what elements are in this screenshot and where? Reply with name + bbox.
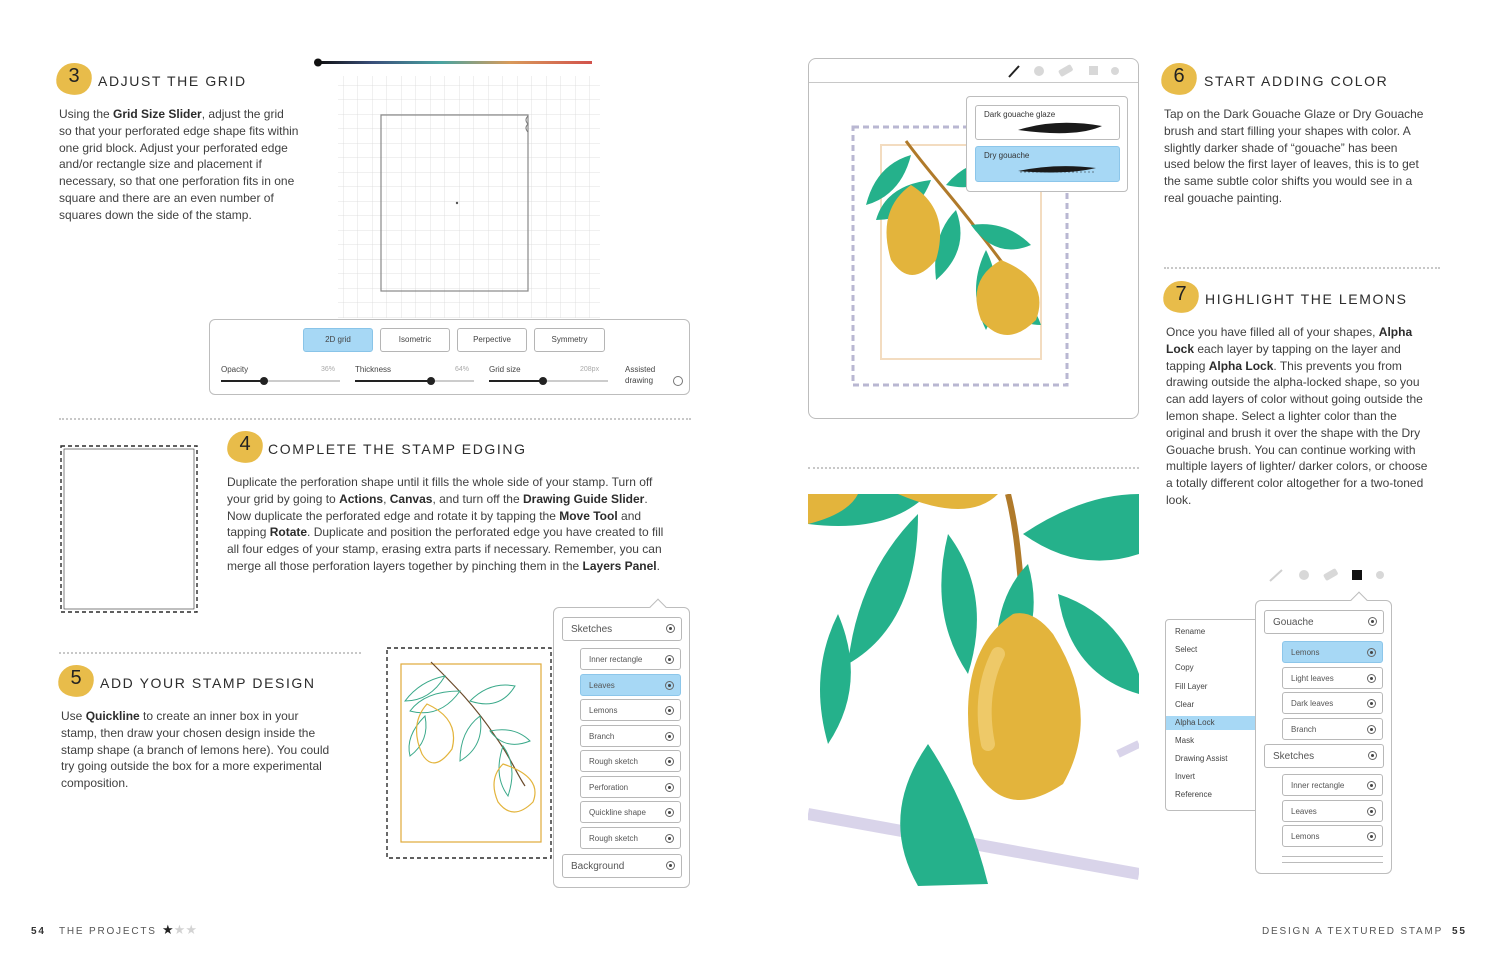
- layer-item[interactable]: Dark leaves: [1282, 692, 1383, 714]
- difficulty-stars: ★★★: [162, 922, 197, 937]
- app-canvas-frame: [808, 58, 1139, 419]
- layers-panel-right: [1255, 600, 1392, 874]
- opacity-slider[interactable]: [221, 380, 340, 382]
- opacity-value: 36%: [321, 366, 336, 373]
- grid-size-value: 208px: [580, 366, 600, 373]
- thickness-slider[interactable]: [355, 380, 474, 382]
- right-page-number: 55: [1452, 926, 1467, 937]
- step-7-badge: 7: [1163, 281, 1199, 313]
- menu-alpha-lock[interactable]: Alpha Lock: [1166, 716, 1260, 730]
- opacity-label: Opacity: [221, 365, 249, 374]
- layer-item[interactable]: Inner rectangle: [580, 648, 681, 670]
- menu-rename[interactable]: Rename: [1175, 627, 1206, 636]
- layer-item[interactable]: Lemons: [1282, 825, 1383, 847]
- grid-size-label: Grid size: [489, 365, 521, 374]
- layer-item[interactable]: Light leaves: [1282, 667, 1383, 689]
- brush-library-panel: [966, 96, 1128, 192]
- layers-icon: [1089, 66, 1098, 75]
- layers-icon: [1352, 570, 1362, 580]
- step-4-badge: 4: [227, 431, 263, 463]
- brush-dark-gouache-glaze[interactable]: Dark gouache glaze: [975, 105, 1120, 140]
- menu-reference[interactable]: Reference: [1175, 790, 1212, 799]
- thickness-label: Thickness: [355, 365, 392, 374]
- divider: [59, 652, 361, 654]
- tab-perspective[interactable]: Perpective: [457, 328, 527, 352]
- layer-group-sketches[interactable]: Sketches: [1264, 744, 1384, 768]
- drawing-guide-panel: [209, 319, 690, 395]
- layer-item[interactable]: Perforation: [580, 776, 681, 798]
- layer-item[interactable]: Branch: [1282, 718, 1383, 740]
- step-7-title: HIGHLIGHT THE LEMONS: [1205, 291, 1408, 307]
- step-6-title: START ADDING COLOR: [1204, 73, 1389, 89]
- tab-symmetry[interactable]: Symmetry: [534, 328, 605, 352]
- eraser-icon: [1323, 568, 1339, 581]
- step-5-title: ADD YOUR STAMP DESIGN: [100, 675, 316, 691]
- brush-icon: [1270, 570, 1282, 581]
- step-7-text: Once you have filled all of your shapes, Alpha Lock each layer by tapping on the layer and tapping Alpha Lock. This prevents you from drawing outside the alpha-locked shape, so you can add layers of color without going outside the lemon shape. Select a lighter color than the original and brush it over the shape with the Dry Gouache brush. You can continue working with multiple layers of lighter/ darker colors, or choose a totally different color altogether for a two-toned look.: [1166, 325, 1428, 507]
- tab-isometric[interactable]: Isometric: [380, 328, 450, 352]
- step-3-badge: 3: [56, 63, 92, 95]
- layer-item[interactable]: Rough sketch: [580, 827, 681, 849]
- menu-drawing-assist[interactable]: Drawing Assist: [1175, 754, 1228, 763]
- layer-item[interactable]: Leaves: [1282, 800, 1383, 822]
- color-icon: [1111, 67, 1119, 75]
- menu-copy[interactable]: Copy: [1175, 663, 1194, 672]
- step-6-text: Tap on the Dark Gouache Glaze or Dry Gouache brush and start filling your shapes with color. A slightly darker shade of “gouache” has been used below the first layer of leaves, this is to get the same subtle color shifts you would see in a real gouache painting.: [1164, 107, 1424, 205]
- thickness-value: 64%: [455, 366, 470, 373]
- assisted-drawing-label: Assisted drawing: [625, 365, 656, 385]
- assisted-drawing-toggle[interactable]: [673, 376, 683, 386]
- layer-options-menu: [1165, 619, 1260, 811]
- tab-2d-grid[interactable]: 2D grid: [303, 328, 373, 352]
- lemon-painting-closeup: [808, 494, 1139, 886]
- layer-group-gouache[interactable]: Gouache: [1264, 610, 1384, 634]
- tool-icons: [1005, 63, 1125, 79]
- step-3-title: ADJUST THE GRID: [98, 73, 247, 89]
- eraser-icon: [1058, 64, 1074, 77]
- layer-background[interactable]: Background: [562, 854, 682, 878]
- divider: [808, 467, 1139, 469]
- step-4-title: COMPLETE THE STAMP EDGING: [268, 441, 527, 457]
- brush-dry-gouache[interactable]: Dry gouache: [975, 146, 1120, 182]
- layer-item[interactable]: Branch: [580, 725, 681, 747]
- right-running-title: DESIGN A TEXTURED STAMP: [1262, 926, 1444, 937]
- grid-canvas-illustration: [314, 56, 604, 318]
- color-icon: [1376, 571, 1384, 579]
- menu-mask[interactable]: Mask: [1175, 736, 1195, 745]
- layers-panel-left: [553, 607, 690, 888]
- tool-icons-right: [1266, 566, 1390, 584]
- step-3-text: Using the Grid Size Slider, adjust the grid so that your perforated edge shape fits within one grid block. Adjust your perforated edge and/or rectangle size and placement if necessary, so that one perforation fits in one square and there are an even number of squares down the side of the stamp.: [59, 107, 299, 222]
- menu-clear[interactable]: Clear: [1175, 700, 1195, 709]
- left-page-number: 54: [31, 926, 46, 937]
- step-5-badge: 5: [58, 665, 94, 697]
- smudge-icon: [1299, 570, 1309, 580]
- brush-icon: [1009, 66, 1019, 77]
- layer-group-sketches[interactable]: Sketches: [562, 617, 682, 641]
- menu-select[interactable]: Select: [1175, 645, 1198, 654]
- step-4-text: Duplicate the perforation shape until it fills the whole side of your stamp. Turn off your grid by going to Actions, Canvas, and turn off the Drawing Guide Slider. Now duplicate the perforated edge and rotate it by tapping the Move Tool and tapping Rotate. Duplicate and position the perforated edge you have created to fill all four edges of your stamp, erasing extra parts if necessary. Remember, you can merge all those perforation layers together by pinching them in the Layers Panel.: [227, 475, 664, 573]
- menu-invert[interactable]: Invert: [1175, 772, 1196, 781]
- menu-fill-layer[interactable]: Fill Layer: [1175, 682, 1208, 691]
- smudge-icon: [1034, 66, 1044, 76]
- layer-item[interactable]: Rough sketch: [580, 750, 681, 772]
- grid-size-slider[interactable]: [489, 380, 608, 382]
- left-running-title: THE PROJECTS: [59, 926, 157, 937]
- step-5-text: Use Quickline to create an inner box in your stamp, then draw your chosen design inside the stamp shape (a branch of lemons here). You could try going outside the box for a more experimental composition.: [61, 709, 330, 791]
- divider: [59, 418, 691, 420]
- layer-item[interactable]: Inner rectangle: [1282, 774, 1383, 796]
- layer-item-selected[interactable]: Leaves: [580, 674, 681, 696]
- layer-item[interactable]: Quickline shape: [580, 801, 681, 823]
- divider: [1164, 267, 1440, 269]
- perforated-stamp-outline: [58, 443, 200, 615]
- layer-item-selected[interactable]: Lemons: [1282, 641, 1383, 663]
- step-6-badge: 6: [1161, 63, 1197, 95]
- lemon-line-sketch: [385, 646, 553, 860]
- layer-item[interactable]: Lemons: [580, 699, 681, 721]
